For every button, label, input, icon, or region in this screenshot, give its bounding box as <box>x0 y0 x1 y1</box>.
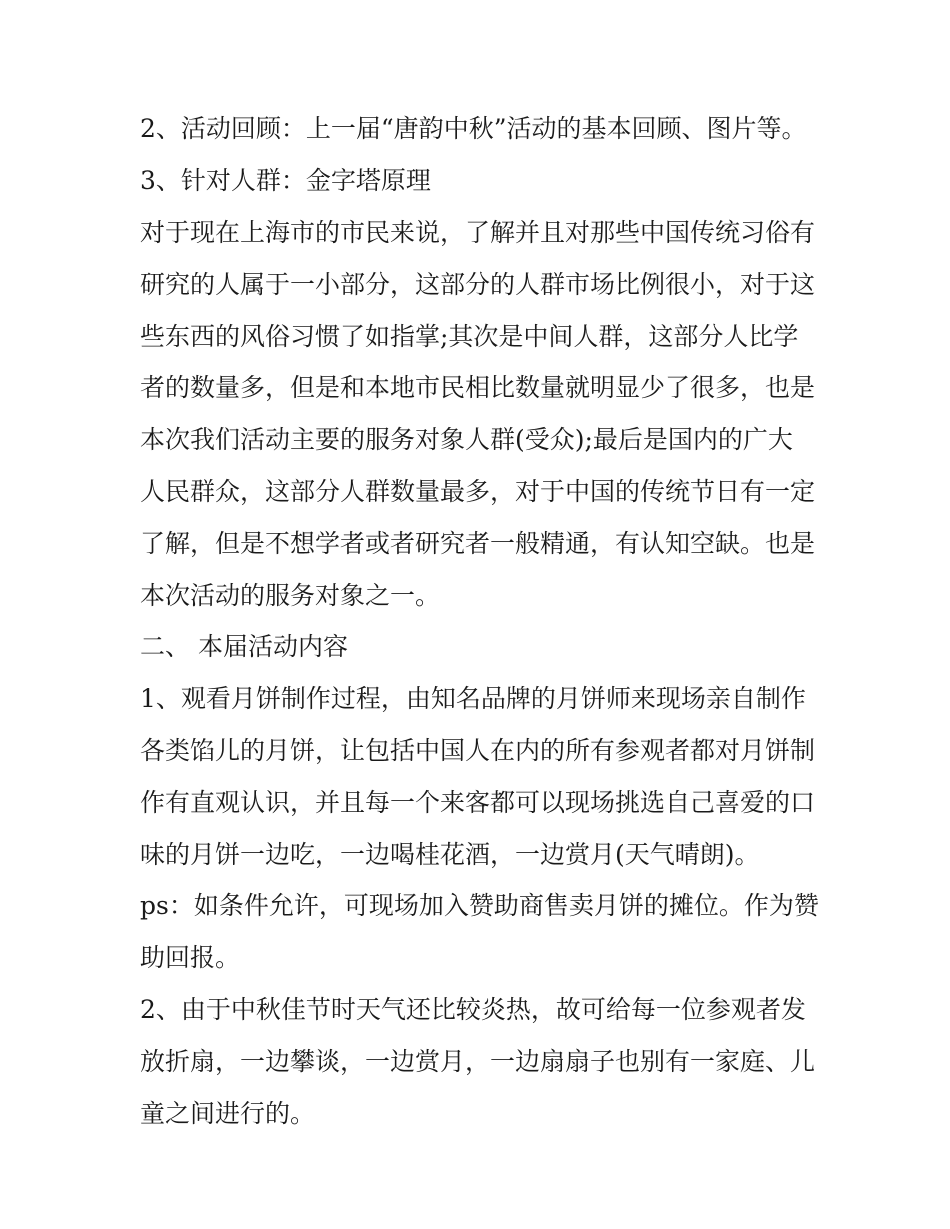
text-line: 2、活动回顾：上一届“唐韵中秋”活动的基本回顾、图片等。 <box>140 114 807 143</box>
text-line: ps：如条件允许，可现场加入赞助商售卖月饼的摊位。作为赞 <box>140 891 819 920</box>
text-line: 味的月饼一边吃，一边喝桂花酒，一边赏月(天气晴朗)。 <box>140 840 760 869</box>
section-heading: 二、 本届活动内容 <box>140 632 348 661</box>
text-line: 1、观看月饼制作过程，由知名品牌的月饼师来现场亲自制作 <box>140 684 806 713</box>
text-line: 助回报。 <box>140 943 241 972</box>
text-line: 作有直观认识，并且每一个来客都可以现场挑选自己喜爱的口 <box>140 788 816 817</box>
text-line: 研究的人属于一小部分，这部分的人群市场比例很小，对于这 <box>140 270 816 299</box>
text-line: 3、针对人群：金字塔原理 <box>140 166 431 195</box>
text-line: 本次活动的服务对象之一。 <box>140 581 441 610</box>
text-line: 些东西的风俗习惯了如指掌;其次是中间人群，这部分人比学 <box>140 322 799 351</box>
text-line: 2、由于中秋佳节时天气还比较炎热，故可给每一位参观者发 <box>140 995 806 1024</box>
text-line: 放折扇，一边攀谈，一边赏月，一边扇扇子也别有一家庭、儿 <box>140 1047 816 1076</box>
text-line: 本次我们活动主要的服务对象人群(受众);最后是国内的广大 <box>140 425 793 454</box>
text-line: 各类馅儿的月饼，让包括中国人在内的所有参观者都对月饼制 <box>140 736 816 765</box>
text-line: 了解，但是不想学者或者研究者一般精通，有认知空缺。也是 <box>140 529 816 558</box>
text-line: 童之间进行的。 <box>140 1099 316 1128</box>
text-line: 对于现在上海市的市民来说，了解并且对那些中国传统习俗有 <box>140 218 816 247</box>
text-line: 人民群众，这部分人群数量最多，对于中国的传统节日有一定 <box>140 477 816 506</box>
text-line: 者的数量多，但是和本地市民相比数量就明显少了很多，也是 <box>140 373 816 402</box>
